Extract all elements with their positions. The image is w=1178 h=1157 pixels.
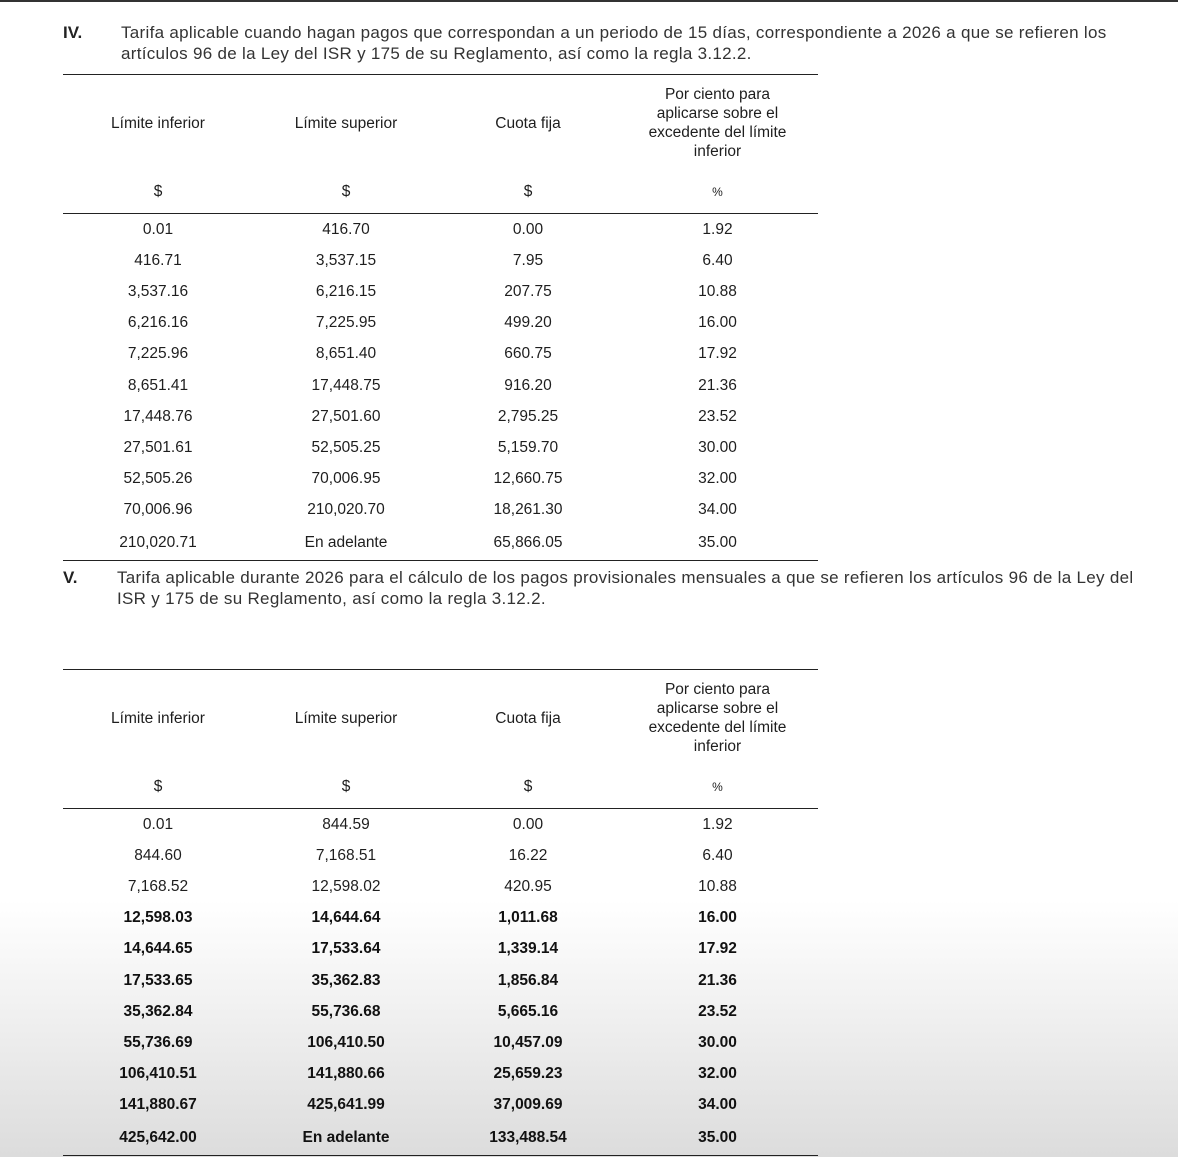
table-row (63, 245, 818, 276)
cell-cuota-fija: 2,795.25 (497, 407, 559, 425)
cell-cuota-fija: 10,457.09 (493, 1033, 563, 1051)
cell-cuota-fija: 37,009.69 (493, 1096, 563, 1114)
tarifa-table-v (63, 669, 818, 1156)
cell-cuota-fija: 1,339.14 (497, 940, 559, 958)
cell-limite-inferior: 0.01 (142, 220, 174, 238)
cell-limite-inferior: 0.01 (142, 815, 174, 833)
cell-limite-inferior: 7,225.96 (127, 345, 189, 363)
cell-cuota-fija: 65,866.05 (439, 526, 617, 561)
cell-limite-inferior: 106,410.51 (119, 1065, 197, 1083)
cell-cuota-fija: 0.00 (512, 220, 544, 238)
cell-limite-superior: En adelante (253, 1121, 439, 1156)
table-row (63, 871, 818, 902)
cell-por-ciento: 32.00 (698, 470, 737, 488)
header-cuota-fija: Cuota fija (439, 75, 617, 172)
cell-por-ciento: 30.00 (698, 1033, 737, 1051)
cell-por-ciento: 10.88 (698, 282, 737, 300)
cell-limite-superior: 106,410.50 (307, 1033, 385, 1051)
cell-limite-superior: 27,501.60 (311, 407, 381, 425)
section-iv-text: Tarifa aplicable cuando hagan pagos que correspondan a un periodo de 15 días, correspondiente a 2026 a que se refieren los artículos 96 de la Ley del ISR y 175 de su Reglamento, así como la regla 3.12.2. (121, 23, 1107, 63)
table-row (63, 276, 818, 307)
cell-por-ciento: 21.36 (698, 376, 737, 394)
table-row (63, 495, 818, 526)
header-cuota-fija: Cuota fija (439, 670, 617, 767)
cell-limite-inferior: 425,642.00 (63, 1121, 253, 1156)
cell-cuota-fija: 16.22 (508, 846, 548, 864)
table-row (63, 809, 818, 841)
cell-limite-inferior: 12,598.03 (123, 909, 193, 927)
cell-limite-inferior: 7,168.52 (127, 877, 189, 895)
table-row (63, 934, 818, 965)
table-row (63, 370, 818, 401)
cell-limite-superior: 3,537.15 (315, 251, 377, 269)
cell-cuota-fija: 660.75 (504, 345, 552, 363)
cell-cuota-fija: 499.20 (504, 314, 552, 332)
cell-limite-inferior: 52,505.26 (123, 470, 193, 488)
cell-limite-inferior: 17,448.76 (123, 407, 193, 425)
table-row (63, 1027, 818, 1058)
table-row (63, 996, 818, 1027)
cell-limite-superior: 70,006.95 (311, 470, 381, 488)
cell-por-ciento: 6.40 (702, 251, 733, 269)
section-v-number: V. (63, 568, 78, 587)
cell-cuota-fija: 7.95 (512, 251, 544, 269)
cell-por-ciento: 17.92 (698, 345, 737, 363)
table-row (63, 1121, 818, 1156)
cell-por-ciento: 35.00 (617, 1121, 818, 1156)
cell-limite-superior: 12,598.02 (311, 877, 381, 895)
cell-cuota-fija: 916.20 (504, 376, 552, 394)
cell-limite-superior: 35,362.83 (311, 971, 381, 989)
table-row (63, 526, 818, 561)
table-iv-body (63, 214, 818, 561)
cell-por-ciento: 34.00 (698, 501, 737, 519)
cell-por-ciento: 1.92 (702, 815, 733, 833)
table-row (63, 464, 818, 495)
cell-limite-superior: 8,651.40 (315, 345, 377, 363)
cell-limite-superior: 17,448.75 (311, 376, 381, 394)
cell-por-ciento: 17.92 (698, 940, 737, 958)
cell-cuota-fija: 5,159.70 (497, 438, 559, 456)
cell-por-ciento: 23.52 (698, 1002, 737, 1020)
header-limite-inferior: Límite inferior (63, 670, 253, 767)
table-row (63, 1059, 818, 1090)
cell-por-ciento: 21.36 (698, 971, 737, 989)
cell-cuota-fija: 1,856.84 (497, 971, 559, 989)
cell-limite-inferior: 3,537.16 (127, 282, 189, 300)
section-v-text: Tarifa aplicable durante 2026 para el cálculo de los pagos provisionales mensuales a que se refieren los artículos 96 de la Ley del ISR y 175 de su Reglamento, así como la regla 3.12.2. (117, 568, 1134, 608)
table-row (63, 432, 818, 463)
table-v-body (63, 809, 818, 1156)
header-limite-superior: Límite superior (253, 670, 439, 767)
header-limite-inferior: Límite inferior (63, 75, 253, 172)
cell-por-ciento: 10.88 (698, 877, 737, 895)
cell-limite-inferior: 70,006.96 (123, 501, 193, 519)
table-row (63, 308, 818, 339)
table-row (63, 840, 818, 871)
unit-limite-inferior: $ (63, 171, 253, 214)
cell-cuota-fija: 12,660.75 (493, 470, 563, 488)
table-row (63, 214, 818, 246)
cell-cuota-fija: 5,665.16 (497, 1002, 559, 1020)
unit-cuota-fija: $ (439, 766, 617, 809)
cell-cuota-fija: 18,261.30 (493, 501, 563, 519)
unit-por-ciento: % (617, 171, 818, 214)
cell-limite-superior: 14,644.64 (311, 909, 381, 927)
cell-limite-inferior: 55,736.69 (123, 1033, 193, 1051)
header-por-ciento: Por ciento para aplicarse sobre el excedente del límite inferior (617, 670, 818, 767)
cell-cuota-fija: 25,659.23 (493, 1065, 563, 1083)
cell-por-ciento: 6.40 (702, 846, 733, 864)
cell-limite-inferior: 17,533.65 (123, 971, 193, 989)
cell-por-ciento: 1.92 (702, 220, 733, 238)
section-iv-number: IV. (63, 23, 83, 42)
cell-por-ciento: 16.00 (698, 909, 737, 927)
top-border (0, 0, 1178, 2)
cell-limite-inferior: 844.60 (134, 846, 182, 864)
cell-limite-inferior: 27,501.61 (123, 438, 193, 456)
table-row (63, 903, 818, 934)
cell-limite-superior: 6,216.15 (315, 282, 377, 300)
cell-por-ciento: 35.00 (617, 526, 818, 561)
cell-limite-superior: 55,736.68 (311, 1002, 381, 1020)
cell-limite-superior: 141,880.66 (307, 1065, 385, 1083)
cell-limite-inferior: 35,362.84 (123, 1002, 193, 1020)
cell-cuota-fija: 420.95 (504, 877, 552, 895)
cell-cuota-fija: 133,488.54 (439, 1121, 617, 1156)
cell-limite-superior: 416.70 (322, 220, 370, 238)
unit-limite-inferior: $ (63, 766, 253, 809)
cell-limite-superior: En adelante (253, 526, 439, 561)
tarifa-table-iv (63, 74, 818, 561)
header-limite-superior: Límite superior (253, 75, 439, 172)
cell-cuota-fija: 1,011.68 (498, 909, 558, 927)
header-por-ciento: Por ciento para aplicarse sobre el excedente del límite inferior (617, 75, 818, 172)
table-row (63, 965, 818, 996)
cell-limite-superior: 425,641.99 (307, 1096, 385, 1114)
cell-por-ciento: 34.00 (698, 1096, 737, 1114)
cell-limite-superior: 7,168.51 (315, 846, 377, 864)
cell-cuota-fija: 0.00 (512, 815, 544, 833)
cell-limite-inferior: 14,644.65 (123, 940, 193, 958)
cell-limite-superior: 210,020.70 (307, 501, 385, 519)
cell-limite-inferior: 6,216.16 (127, 314, 189, 332)
unit-cuota-fija: $ (439, 171, 617, 214)
cell-limite-inferior: 210,020.71 (63, 526, 253, 561)
cell-cuota-fija: 207.75 (504, 282, 552, 300)
cell-limite-inferior: 416.71 (134, 251, 182, 269)
cell-limite-superior: 52,505.25 (311, 438, 381, 456)
cell-limite-inferior: 8,651.41 (127, 376, 189, 394)
cell-por-ciento: 23.52 (698, 407, 737, 425)
cell-limite-superior: 17,533.64 (311, 940, 381, 958)
cell-limite-superior: 844.59 (322, 815, 370, 833)
table-row (63, 1090, 818, 1121)
cell-por-ciento: 16.00 (698, 314, 737, 332)
unit-por-ciento: % (617, 766, 818, 809)
table-row (63, 339, 818, 370)
cell-por-ciento: 32.00 (698, 1065, 737, 1083)
unit-limite-superior: $ (253, 766, 439, 809)
cell-limite-inferior: 141,880.67 (119, 1096, 197, 1114)
cell-por-ciento: 30.00 (698, 438, 737, 456)
cell-limite-superior: 7,225.95 (315, 314, 377, 332)
table-row (63, 401, 818, 432)
unit-limite-superior: $ (253, 171, 439, 214)
